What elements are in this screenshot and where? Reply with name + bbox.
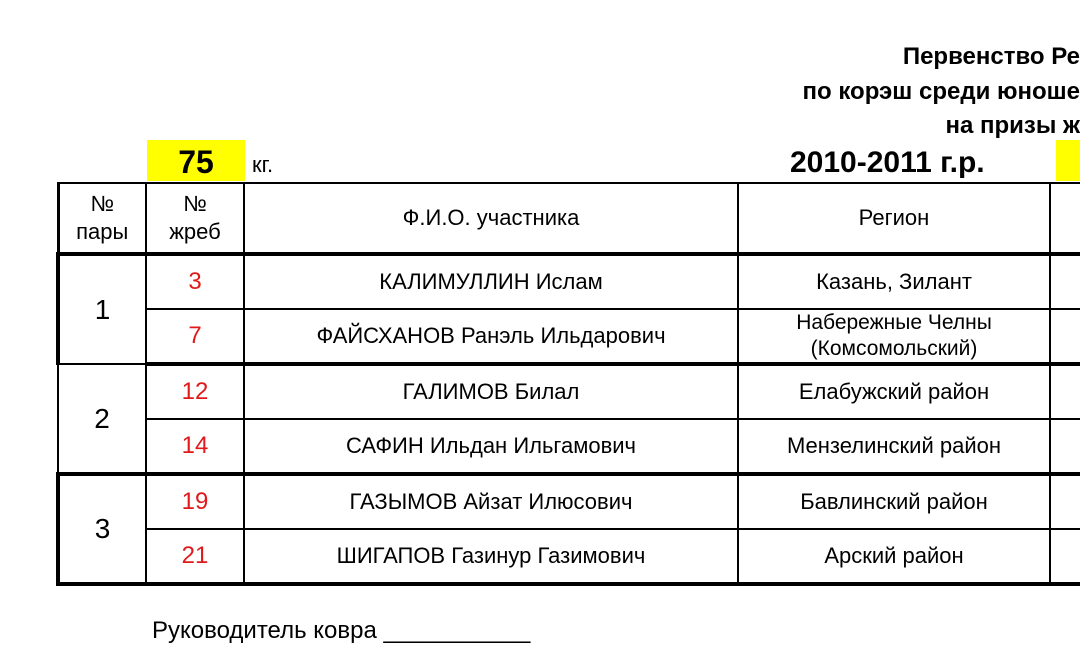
extra-cell bbox=[1050, 254, 1080, 309]
table-row bbox=[58, 254, 1080, 309]
extra-cell bbox=[1050, 419, 1080, 474]
table-row bbox=[58, 419, 1080, 474]
header-lot-symbol: № bbox=[183, 191, 207, 216]
header-pair-number bbox=[58, 183, 146, 254]
lot-number: 12 bbox=[146, 364, 244, 419]
weight-category: 75 bbox=[147, 140, 245, 181]
lot-number: 19 bbox=[146, 474, 244, 529]
lot-number: 7 bbox=[146, 309, 244, 364]
table-row bbox=[58, 529, 1080, 584]
lot-number: 14 bbox=[146, 419, 244, 474]
highlight-cell bbox=[1056, 140, 1080, 181]
participant-name: ГАЛИМОВ Билал bbox=[244, 364, 738, 419]
draw-table bbox=[56, 182, 1080, 586]
participant-region: Казань, Зилант bbox=[738, 254, 1050, 309]
extra-cell bbox=[1050, 309, 1080, 364]
participant-name: ГАЗЫМОВ Айзат Илюсович bbox=[244, 474, 738, 529]
extra-cell bbox=[1050, 364, 1080, 419]
header-lot-label: жреб bbox=[169, 219, 221, 244]
participant-region: Набережные Челны (Комсомольский) bbox=[738, 309, 1050, 364]
pair-number: 2 bbox=[58, 364, 146, 474]
birth-years: 2010-2011 г.р. bbox=[790, 146, 985, 179]
participant-name: ФАЙСХАНОВ Ранэль Ильдарович bbox=[244, 309, 738, 364]
participant-region: Бавлинский район bbox=[738, 474, 1050, 529]
header-pair-label: пары bbox=[76, 219, 129, 244]
lot-number: 21 bbox=[146, 529, 244, 584]
table-row bbox=[58, 364, 1080, 419]
header-pair-symbol: № bbox=[90, 191, 115, 216]
participant-region: Мензелинский район bbox=[738, 419, 1050, 474]
table-row bbox=[58, 474, 1080, 529]
participant-region: Елабужский район bbox=[738, 364, 1050, 419]
table-header-row bbox=[58, 183, 1080, 254]
header-extra bbox=[1050, 183, 1080, 254]
table-row bbox=[58, 309, 1080, 364]
title-line-1: Первенство Ре bbox=[902, 43, 1080, 70]
extra-cell bbox=[1050, 529, 1080, 584]
participant-name: ШИГАПОВ Газинур Газимович bbox=[244, 529, 738, 584]
pair-number: 1 bbox=[58, 254, 146, 364]
lot-number: 3 bbox=[146, 254, 244, 309]
mat-supervisor-signature-line: Руководитель ковра ___________ bbox=[152, 617, 531, 644]
participant-region: Арский район bbox=[738, 529, 1050, 584]
pair-number: 3 bbox=[58, 474, 146, 584]
header-participant-name: Ф.И.О. участника bbox=[244, 183, 738, 254]
participant-name: КАЛИМУЛЛИН Ислам bbox=[244, 254, 738, 309]
title-line-2: по корэш среди юноше bbox=[802, 78, 1080, 105]
weight-unit: кг. bbox=[252, 152, 274, 177]
extra-cell bbox=[1050, 474, 1080, 529]
header-lot-number bbox=[146, 183, 244, 254]
title-line-3: на призы ж bbox=[945, 112, 1080, 139]
participant-name: САФИН Ильдан Ильгамович bbox=[244, 419, 738, 474]
header-region: Регион bbox=[738, 183, 1050, 254]
